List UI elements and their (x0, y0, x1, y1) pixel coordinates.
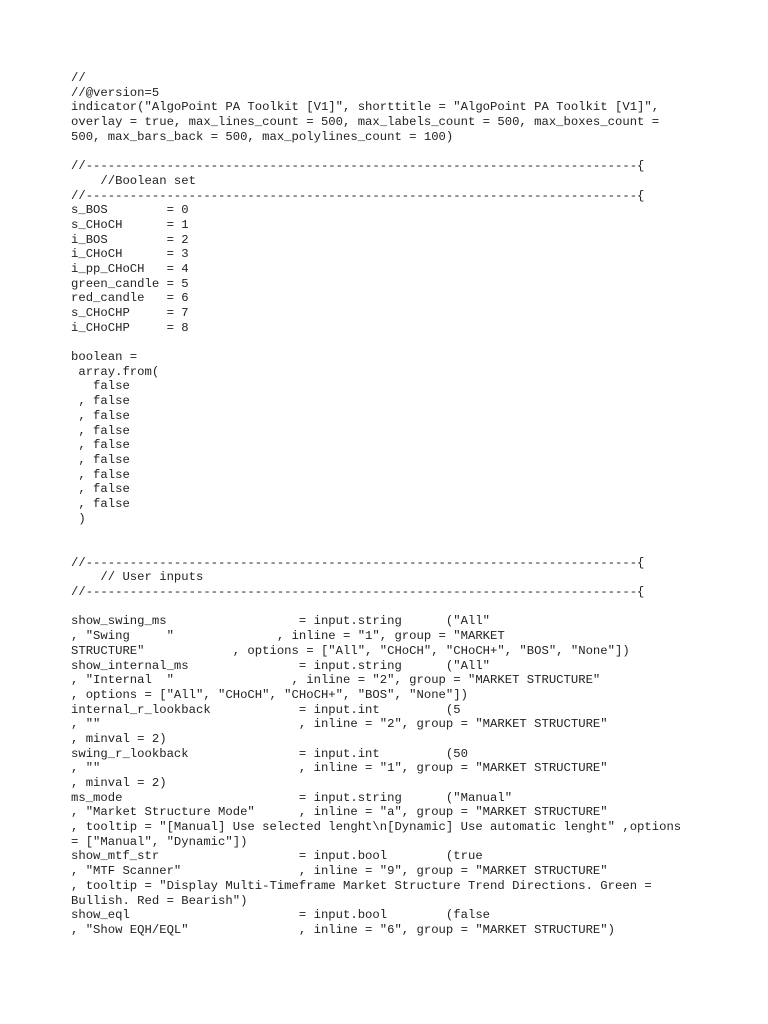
code-line: ) (71, 511, 86, 526)
code-line: s_BOS = 0 (71, 203, 189, 218)
code-line: ms_mode = input.string ("Manual" (71, 790, 513, 805)
code-line: i_CHoCHP = 8 (71, 320, 189, 335)
code-line: , "Swing " , inline = "1", group = "MARKET (71, 629, 505, 644)
code-line: , minval = 2) (71, 776, 167, 790)
code-line: i_BOS = 2 (71, 232, 189, 247)
code-line: , tooltip = "[Manual] Use selected lenght\n[Dynamic] Use automatic lenght" ,options (71, 820, 682, 835)
code-line: red_candle = 6 (71, 291, 189, 306)
code-line: , minval = 2) (71, 731, 167, 746)
code-line: show_internal_ms = input.string ("All" (71, 658, 491, 673)
code-line: i_CHoCH = 3 (71, 247, 189, 262)
code-line: , tooltip = "Display Multi-Timeframe Market Structure Trend Directions. Green = (71, 878, 652, 893)
code-line: internal_r_lookback = input.int (5 (71, 702, 461, 717)
code-line: i_pp_CHoCH = 4 (71, 261, 189, 276)
code-line (71, 541, 751, 556)
code-line (71, 600, 751, 615)
code-line: , false (71, 408, 130, 423)
code-line: overlay = true, max_lines_count = 500, max_labels_count = 500, max_boxes_count = (71, 115, 660, 130)
code-line: s_CHoCHP = 7 (71, 306, 189, 320)
code-line: s_CHoCH = 1 (71, 217, 189, 232)
code-line: show_mtf_str = input.bool (true (71, 849, 483, 864)
code-line: , "" , inline = "1", group = "MARKET STRUCTURE" (71, 761, 608, 776)
code-line (71, 335, 751, 350)
code-line: green_candle = 5 (71, 276, 189, 291)
code-line: false (71, 379, 130, 394)
code-line: // (71, 71, 86, 85)
code-line: Bullish. Red = Bearish") (71, 893, 248, 908)
code-line: , false (71, 438, 130, 453)
code-line: //---------------------------------------------------------------------------{ (71, 585, 645, 600)
code-line: , false (71, 423, 130, 438)
code-line (71, 144, 751, 159)
code-line: show_eql = input.bool (false (71, 908, 491, 923)
code-line: array.from( (71, 364, 160, 379)
code-line: //@version=5 (71, 85, 160, 100)
code-line: //---------------------------------------------------------------------------{ (71, 555, 645, 570)
code-line: // User inputs (71, 570, 204, 585)
code-line: boolean = (71, 350, 138, 365)
code-line: 500, max_bars_back = 500, max_polylines_count = 100) (71, 129, 454, 144)
code-line (71, 526, 751, 541)
code-line: show_swing_ms = input.string ("All" (71, 614, 491, 629)
code-line: , "" , inline = "2", group = "MARKET STRUCTURE" (71, 717, 608, 732)
code-line: , "MTF Scanner" , inline = "9", group = "MARKET STRUCTURE" (71, 864, 608, 879)
code-line: swing_r_lookback = input.int (50 (71, 746, 468, 761)
code-line: , "Market Structure Mode" , inline = "a", group = "MARKET STRUCTURE" (71, 805, 608, 820)
code-line: //---------------------------------------------------------------------------{ (71, 188, 645, 203)
code-line: //---------------------------------------------------------------------------{ (71, 159, 645, 174)
code-line: , false (71, 467, 130, 482)
code-line: , false (71, 394, 130, 409)
code-listing (71, 71, 751, 938)
code-line: = ["Manual", "Dynamic"]) (71, 834, 248, 849)
code-line: indicator("AlgoPoint PA Toolkit [V1]", shorttitle = "AlgoPoint PA Toolkit [V1]", (71, 100, 660, 115)
code-line: , "Internal " , inline = "2", group = "MARKET STRUCTURE" (71, 673, 601, 688)
code-line: , options = ["All", "CHoCH", "CHoCH+", "BOS", "None"]) (71, 687, 468, 702)
code-line: , false (71, 482, 130, 497)
code-line: //Boolean set (71, 173, 196, 188)
code-line: , false (71, 496, 130, 511)
code-line: , false (71, 452, 130, 467)
code-line: STRUCTURE" , options = ["All", "CHoCH", "CHoCH+", "BOS", "None"]) (71, 643, 630, 658)
code-line: , "Show EQH/EQL" , inline = "6", group = "MARKET STRUCTURE") (71, 922, 615, 937)
